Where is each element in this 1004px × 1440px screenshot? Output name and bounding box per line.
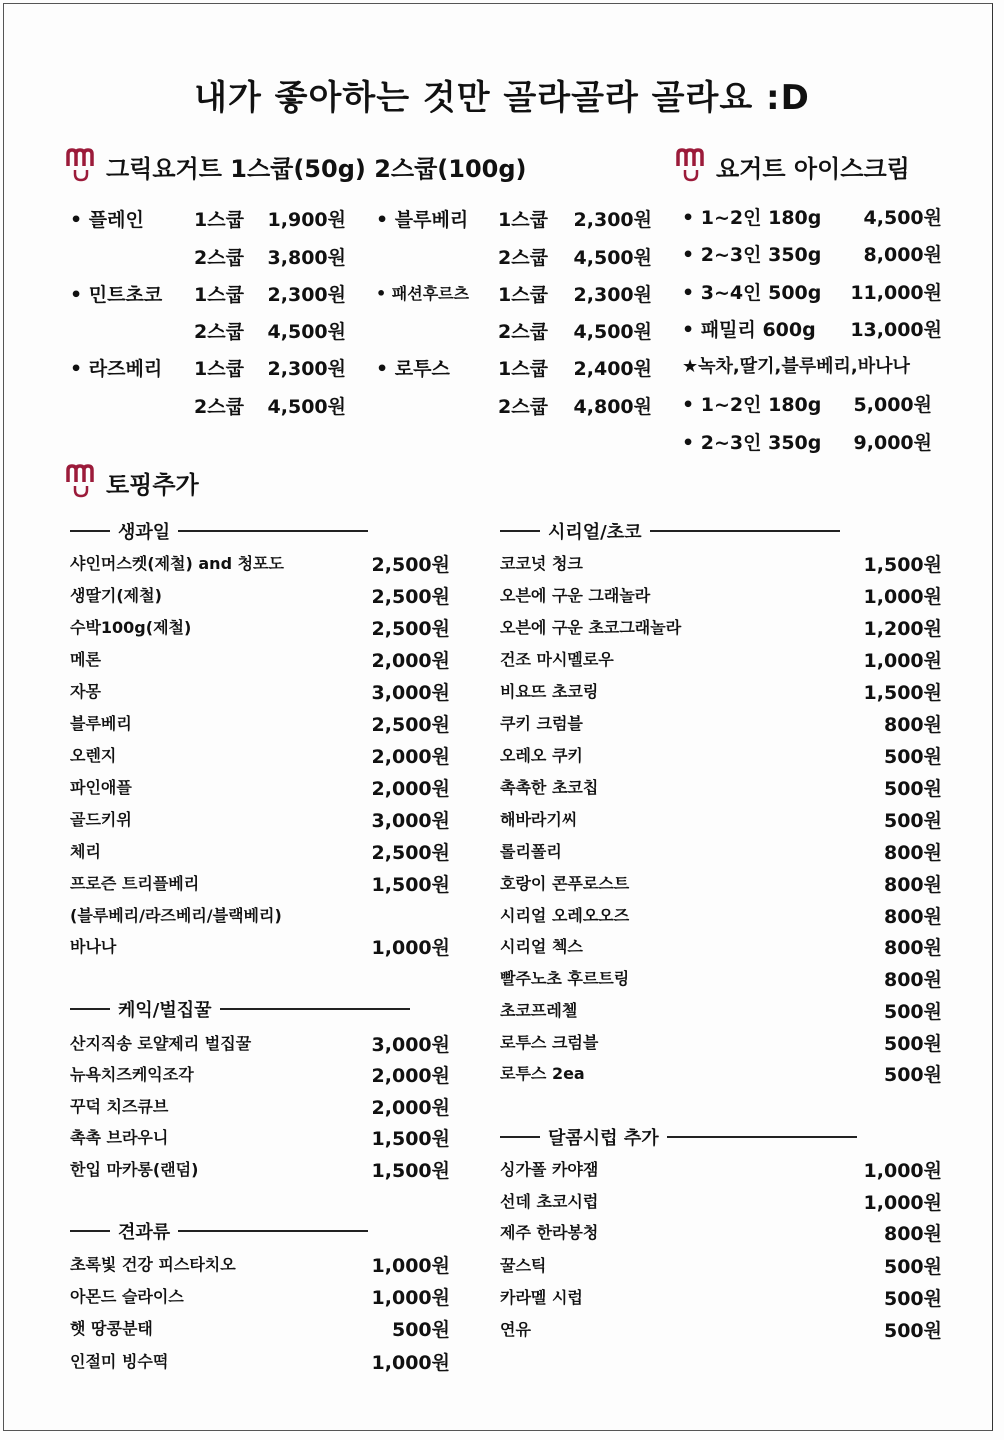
topping-name: 호랑이 콘푸로스트 (500, 874, 630, 893)
yogurt-option: 2스쿱 (194, 396, 244, 418)
ice-cream-special-note: ★녹차,딸기,블루베리,바나나 (682, 356, 910, 377)
yogurt-item-name: • 민트초코 (70, 280, 162, 307)
topping-header (66, 464, 199, 500)
topping-price: 1,000원 (863, 586, 942, 608)
yogurt-price: 4,800원 (573, 396, 652, 418)
topping-price: 500원 (883, 1288, 942, 1310)
topping-name: 선데 초코시럽 (500, 1192, 599, 1211)
yogurt-item-name: • 라즈베리 (70, 354, 162, 381)
page-title: 내가 좋아하는 것만 골라골라 골라요 :D (194, 78, 810, 118)
ice-cream-size: • 2~3인 350g (682, 240, 821, 267)
topping-name: 건조 마시멜로우 (500, 650, 614, 669)
topping-price: 1,500원 (371, 1128, 450, 1150)
topping-price: 2,000원 (371, 1065, 450, 1087)
topping-name: 쿠키 크럼블 (500, 714, 583, 733)
topping-name: 파인애플 (70, 778, 132, 797)
topping-name: 오레오 쿠키 (500, 746, 583, 765)
topping-price: 800원 (883, 937, 942, 959)
topping-name: 자몽 (70, 682, 101, 701)
topping-name: 생딸기(제철) (70, 586, 162, 605)
ice-cream-size: • 1~2인 180g (682, 203, 821, 230)
category-cereal-heading (500, 518, 840, 544)
topping-name: 꿀스틱 (500, 1256, 547, 1275)
topping-price: 1,500원 (863, 554, 942, 576)
topping-price: 500원 (883, 1256, 942, 1278)
brand-logo-icon (676, 148, 706, 184)
category-title: 달콤시럽 추가 (548, 1128, 659, 1149)
topping-price: 500원 (883, 1033, 942, 1055)
yogurt-price: 4,500원 (267, 321, 346, 343)
topping-name: 오븐에 구운 그래놀라 (500, 586, 651, 605)
topping-price: 800원 (883, 969, 942, 991)
topping-price: 500원 (391, 1319, 450, 1341)
ice-cream-title: 요거트 아이스크림 (716, 154, 910, 183)
topping-name: 시리얼 첵스 (500, 937, 583, 956)
yogurt-option: 2스쿱 (498, 321, 548, 343)
ice-cream-price: 11,000원 (850, 282, 942, 304)
topping-name: (블루베리/라즈베리/블랙베리) (70, 906, 282, 925)
yogurt-option: 1스쿱 (498, 284, 548, 306)
ice-cream-size: • 3~4인 500g (682, 278, 821, 305)
topping-price: 500원 (883, 1064, 942, 1086)
topping-price: 2,000원 (371, 1097, 450, 1119)
topping-price: 500원 (883, 778, 942, 800)
topping-price: 800원 (883, 906, 942, 928)
divider (178, 1230, 368, 1232)
yogurt-price: 4,500원 (573, 247, 652, 269)
topping-price: 2,500원 (371, 554, 450, 576)
topping-price: 1,000원 (863, 650, 942, 672)
topping-name: 메론 (70, 650, 101, 669)
ice-cream-price: 5,000원 (853, 394, 932, 416)
divider (70, 1230, 110, 1232)
topping-name: 로투스 크럼블 (500, 1033, 599, 1052)
topping-name: 제주 한라봉청 (500, 1223, 599, 1242)
yogurt-option: 1스쿱 (498, 209, 548, 231)
topping-price: 1,000원 (371, 1255, 450, 1277)
topping-price: 1,000원 (371, 1352, 450, 1374)
greek-yogurt-header (66, 148, 527, 184)
topping-name: 꾸덕 치즈큐브 (70, 1097, 169, 1116)
topping-price: 2,000원 (371, 778, 450, 800)
divider (667, 1136, 857, 1138)
yogurt-item-name: • 패션후르츠 (376, 281, 469, 304)
yogurt-option: 2스쿱 (498, 247, 548, 269)
category-title: 케익/벌집꿀 (118, 1000, 212, 1021)
divider (500, 1136, 540, 1138)
divider (70, 1008, 110, 1010)
topping-price: 800원 (883, 1223, 942, 1245)
topping-price: 3,000원 (371, 810, 450, 832)
topping-price: 2,500원 (371, 842, 450, 864)
category-nuts-heading (70, 1218, 368, 1244)
yogurt-price: 2,300원 (573, 284, 652, 306)
topping-name: 시리얼 오레오오즈 (500, 906, 630, 925)
topping-name: 해바라기씨 (500, 810, 578, 829)
topping-price: 800원 (883, 874, 942, 896)
category-syrup-heading (500, 1124, 857, 1150)
topping-name: 뉴욕치즈케익조각 (70, 1065, 194, 1084)
yogurt-price: 2,300원 (267, 284, 346, 306)
topping-name: 빨주노초 후르트링 (500, 969, 630, 988)
topping-price: 1,200원 (863, 618, 942, 640)
topping-name: 바나나 (70, 937, 117, 956)
topping-price: 2,500원 (371, 586, 450, 608)
topping-price: 3,000원 (371, 1034, 450, 1056)
topping-price: 2,500원 (371, 714, 450, 736)
yogurt-price: 1,900원 (267, 209, 346, 231)
topping-name: 체리 (70, 842, 101, 861)
topping-name: 연유 (500, 1320, 531, 1339)
topping-name: 비요뜨 초코링 (500, 682, 599, 701)
topping-name: 카라멜 시럽 (500, 1288, 583, 1307)
topping-price: 3,000원 (371, 682, 450, 704)
yogurt-item-name: • 로투스 (376, 354, 450, 381)
topping-name: 아몬드 슬라이스 (70, 1287, 184, 1306)
topping-name: 코코넛 청크 (500, 554, 583, 573)
yogurt-price: 3,800원 (267, 247, 346, 269)
brand-logo-icon (66, 464, 96, 500)
ice-cream-header (676, 148, 910, 184)
topping-name: 오렌지 (70, 746, 117, 765)
divider (650, 530, 840, 532)
topping-price: 2,000원 (371, 746, 450, 768)
topping-name: 프로즌 트리플베리 (70, 874, 200, 893)
topping-name: 초록빛 건강 피스타치오 (70, 1255, 236, 1274)
topping-name: 햇 땅콩분태 (70, 1319, 153, 1338)
topping-name: 샤인머스켓(제철) and 청포도 (70, 554, 284, 573)
yogurt-price: 2,400원 (573, 358, 652, 380)
topping-name: 초코프레첼 (500, 1001, 578, 1020)
topping-name: 촉촉 브라우니 (70, 1128, 169, 1147)
yogurt-price: 4,500원 (267, 396, 346, 418)
category-cake-heading (70, 996, 410, 1022)
category-title: 견과류 (118, 1222, 171, 1243)
greek-yogurt-title: 그릭요거트 1스쿱(50g) 2스쿱(100g) (106, 154, 527, 183)
topping-price: 800원 (883, 842, 942, 864)
topping-price: 1,000원 (371, 937, 450, 959)
topping-price: 2,500원 (371, 618, 450, 640)
ice-cream-size: • 2~3인 350g (682, 428, 821, 455)
yogurt-option: 1스쿱 (498, 358, 548, 380)
ice-cream-price: 4,500원 (863, 207, 942, 229)
topping-price: 500원 (883, 1001, 942, 1023)
topping-name: 수박100g(제철) (70, 618, 192, 637)
yogurt-option: 2스쿱 (194, 321, 244, 343)
topping-name: 오븐에 구운 초코그래놀라 (500, 618, 682, 637)
divider (178, 530, 368, 532)
yogurt-item-name: • 플레인 (70, 205, 144, 232)
topping-price: 1,500원 (371, 1160, 450, 1182)
yogurt-option: 1스쿱 (194, 284, 244, 306)
ice-cream-price: 13,000원 (850, 319, 942, 341)
yogurt-option: 2스쿱 (498, 396, 548, 418)
topping-name: 한입 마카롱(랜덤) (70, 1160, 199, 1179)
topping-price: 1,000원 (371, 1287, 450, 1309)
topping-price: 1,500원 (371, 874, 450, 896)
topping-name: 싱가폴 카야잼 (500, 1160, 599, 1179)
divider (500, 530, 540, 532)
topping-price: 500원 (883, 746, 942, 768)
yogurt-price: 2,300원 (267, 358, 346, 380)
topping-name: 산지직송 로얄제리 벌집꿀 (70, 1034, 252, 1053)
ice-cream-size: • 패밀리 600g (682, 315, 816, 342)
topping-name: 롤리폴리 (500, 842, 562, 861)
topping-name: 인절미 빙수떡 (70, 1352, 169, 1371)
yogurt-item-name: • 블루베리 (376, 205, 468, 232)
topping-price: 500원 (883, 1320, 942, 1342)
topping-title: 토핑추가 (106, 470, 199, 499)
yogurt-price: 2,300원 (573, 209, 652, 231)
category-title: 시리얼/초코 (548, 522, 642, 543)
ice-cream-price: 8,000원 (863, 244, 942, 266)
topping-name: 블루베리 (70, 714, 132, 733)
topping-name: 골드키위 (70, 810, 132, 829)
yogurt-option: 1스쿱 (194, 209, 244, 231)
topping-price: 1,000원 (863, 1160, 942, 1182)
ice-cream-price: 9,000원 (853, 432, 932, 454)
yogurt-price: 4,500원 (573, 321, 652, 343)
topping-name: 로투스 2ea (500, 1064, 585, 1083)
topping-price: 500원 (883, 810, 942, 832)
topping-price: 1,500원 (863, 682, 942, 704)
topping-name: 촉촉한 초코칩 (500, 778, 599, 797)
topping-price: 1,000원 (863, 1192, 942, 1214)
topping-price: 2,000원 (371, 650, 450, 672)
divider (220, 1008, 410, 1010)
ice-cream-size: • 1~2인 180g (682, 390, 821, 417)
category-fruit-heading (70, 518, 368, 544)
category-title: 생과일 (118, 522, 171, 543)
divider (70, 530, 110, 532)
topping-price: 800원 (883, 714, 942, 736)
yogurt-option: 2스쿱 (194, 247, 244, 269)
brand-logo-icon (66, 148, 96, 184)
yogurt-option: 1스쿱 (194, 358, 244, 380)
